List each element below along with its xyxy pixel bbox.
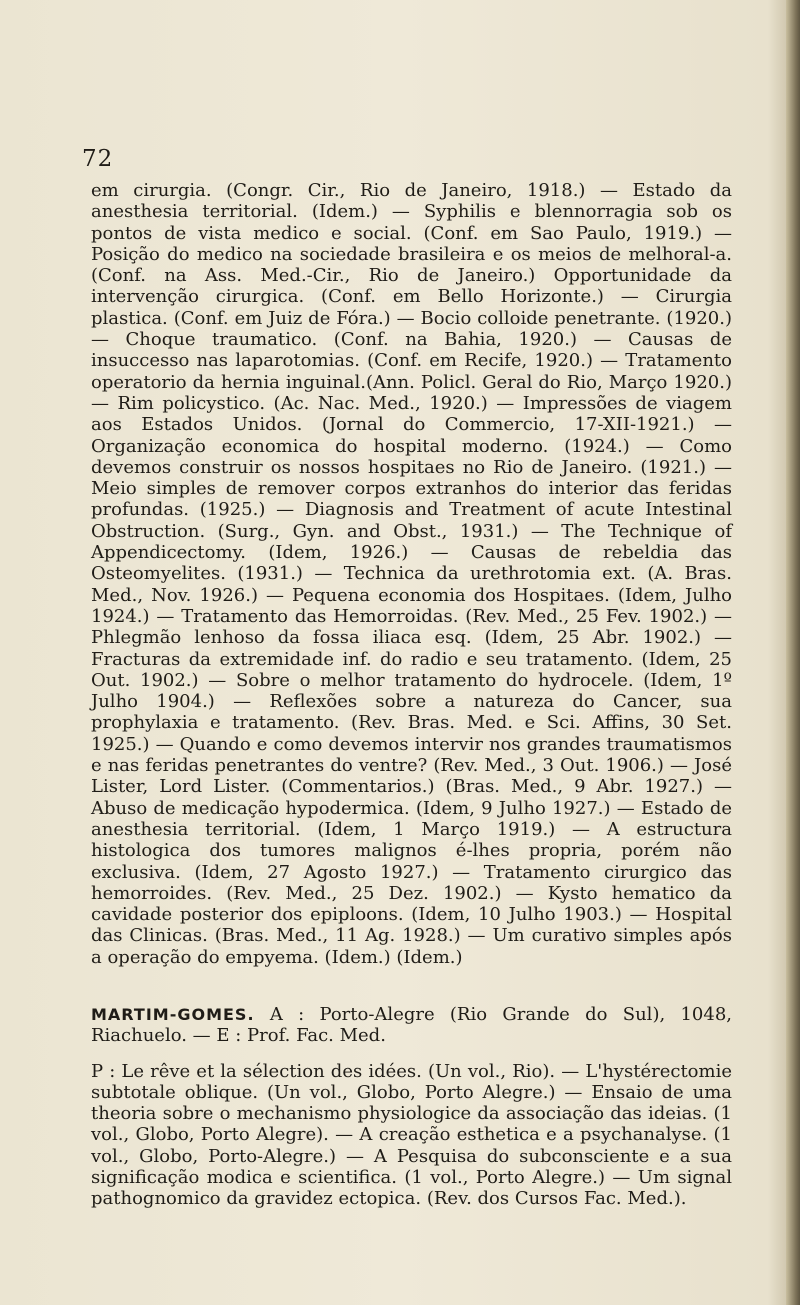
page-number: 72 [82, 146, 114, 172]
body-text [91, 180, 732, 1210]
author-address: A : Porto-Alegre (Rio Grande do Sul), 1048, Riachuelo. — E : Prof. Fac. Med. [91, 1003, 732, 1047]
bibliography-paragraph: em cirurgia. (Congr. Cir., Rio de Janeiro, 1918.) — Estado da anesthesia territorial. (Idem.) — Syphilis e blennorragia sob os pontos de vista medico e social. (Conf. em Sao Paulo, 1919.) — Posição do medico na sociedade brasileira e os meios de melhoral-a. (Conf. na Ass. Med.-Cir., Rio de Janeiro.) Opportunidade da intervenção cirurgica. (Conf. em Bello Horizonte.) — Cirurgia plastica. (Conf. em Juiz de Fóra.) — Bocio colloide penetrante. (1920.) — Choque traumatico. (Conf. na Bahia, 1920.) — Causas de insuccesso nas laparotomias. (Conf. em Recife, 1920.) — Tratamento operatorio da hernia inguinal.(Ann. Policl. Geral do Rio, Março 1920.) — Rim policystico. (Ac. Nac. Med., 1920.) — Impressões de viagem aos Estados Unidos. (Jornal do Commercio, 17-XII-1921.) — Organização economica do hospital moderno. (1924.) — Como devemos construir os nossos hospitaes no Rio de Janeiro. (1921.) — Meio simples de remover corpos extranhos do interior das feridas profundas. (1925.) — Diagnosis and Treatment of acute Intestinal Obstruction. (Surg., Gyn. and Obst., 1931.) — The Technique of Appendicectomy. (Idem, 1926.) — Causas de rebeldia das Osteomyelites. (1931.) — Technica da urethrotomia ext. (A. Bras. Med., Nov. 1926.) — Pequena economia dos Hospitaes. (Idem, Julho 1924.) — Tratamento das Hemorroidas. (Rev. Med., 25 Fev. 1902.) — Phlegmão lenhoso da fossa iliaca esq. (Idem, 25 Abr. 1902.) — Fracturas da extremidade inf. do radio e seu tratamento. (Idem, 25 Out. 1902.) — Sobre o melhor tratamento do hydrocele. (Idem, 1º Julho 1904.) — Reflexões sobre a natureza do Cancer, sua prophylaxia e tratamento. (Rev. Bras. Med. e Sci. Affins, 30 Set. 1925.) — Quando e como devemos intervir nos grandes traumatismos e nas feridas penetrantes do ventre? (Rev. Med., 3 Out. 1906.) — José Lister, Lord Lister. (Commentarios.) (Bras. Med., 9 Abr. 1927.) — Abuso de medicação hypodermica. (Idem, 9 Julho 1927.) — Estado de anesthesia territorial. (Idem, 1 Março 1919.) — A estructura histologica dos tumores malignos é-lhes propria, porém não exclusiva. (Idem, 27 Agosto 1927.) — Tratamento cirurgico das hemorroides. (Rev. Med., 25 Dez. 1902.) — Kysto hematico da cavidade posterior dos epiploons. (Idem, 10 Julho 1903.) — Hospital das Clinicas. (Bras. Med., 11 Ag. 1928.) — Um curativo simples após a operação do empyema. (Idem.) (Idem.) [91, 180, 732, 968]
author-entry-header [91, 1004, 732, 1047]
author-name: MARTIM-GOMES. [91, 1004, 255, 1024]
publications-paragraph: P : Le rêve et la sélection des idées. (Un vol., Rio). — L'hystérectomie subtotale oblique. (Un vol., Globo, Porto Alegre.) — Ensaio de uma theoria sobre o mechanismo physiologice da associação das ideias. (1 vol., Globo, Porto Alegre). — A creação esthetica e a psychanalyse. (1 vol., Globo, Porto-Alegre.) — A Pesquisa do subconsciente e a sua significação modica e scientifica. (1 vol., Porto Alegre.) — Um signal pathognomico da gravidez ectopica. (Rev. dos Cursos Fac. Med.). [91, 1060, 732, 1210]
book-spine-shadow [786, 0, 800, 1305]
